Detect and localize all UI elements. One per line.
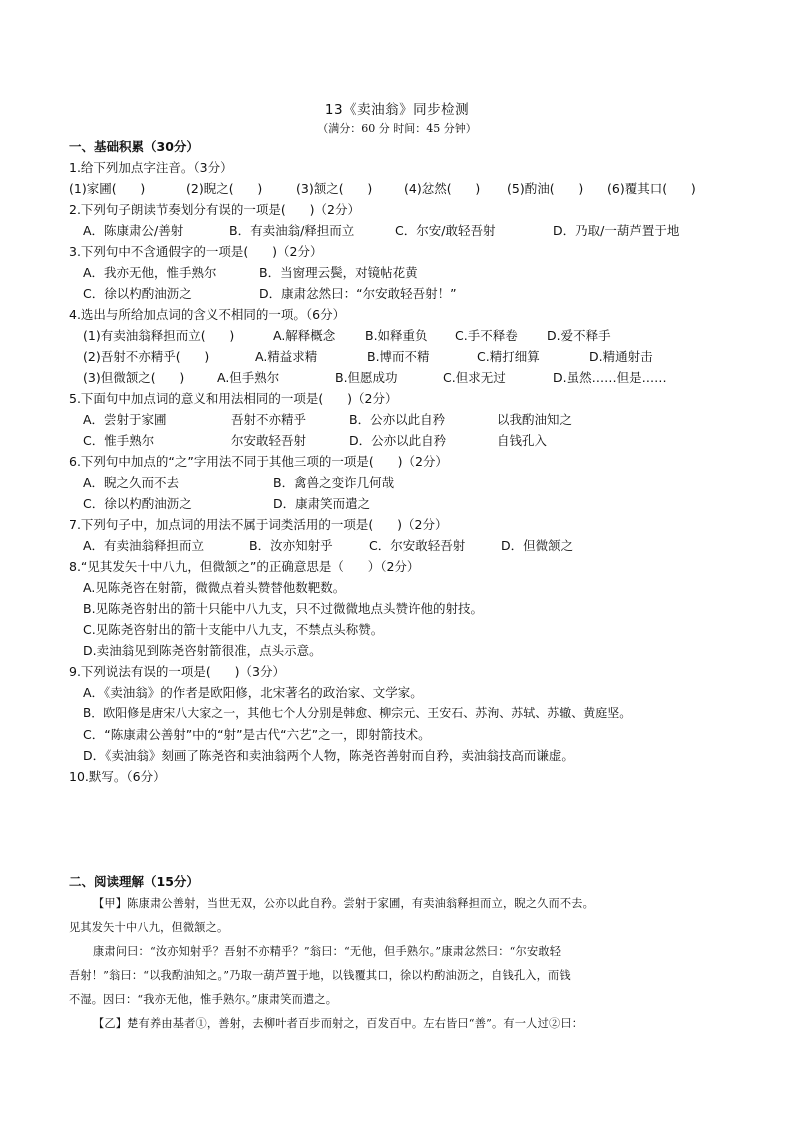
option-a: A.解释概念 [273,328,336,343]
option-b: B．欧阳修是唐宋八大家之一，其他七个人分别是韩愈、柳宗元、王安石、苏洵、苏轼、苏辙、黄庭坚。 [83,706,632,720]
option-a: A.但手熟尔 [217,370,280,385]
passage-line: 【乙】楚有养由基者①，善射，去柳叶者百步而射之，百发百中。左右皆曰“善”。有一人过②曰： [93,1017,584,1030]
option-a: A.精益求精 [255,349,318,364]
option-d: D.卖油翁见到陈尧咨射箭很准，点头示意。 [83,643,322,658]
question-stem: 9.下列说法有误的一项是( )（3分） [69,664,285,679]
section-heading: 二、阅读理解（15分） [69,874,199,889]
section-heading: 一、基础积累（30分） [69,139,199,154]
option-d: D.虽然……但是…… [553,370,667,385]
question-options [69,283,729,304]
sub-question: (1)有卖油翁释担而立( ) [83,328,235,343]
passage-line: 见其发矢十中八九，但微颔之。 [69,921,229,934]
worksheet-content [69,136,729,1036]
question-stem: 3.下列句中不含通假字的一项是( )（2分） [69,244,323,259]
option-d: D．乃取/一葫芦置于地 [553,223,680,238]
question-options [69,535,729,556]
question-options [69,472,729,493]
option-d: D．但微颔之 [501,538,574,553]
passage-line: 【甲】陈康肃公善射，当世无双，公亦以此自矜。尝射于家圃，有卖油翁释担而立，睨之久而不去。 [93,897,595,910]
option: (4)忿然( ) [404,181,481,196]
option-b-pair: 以我酌油知之 [497,412,573,427]
option-b: B．有卖油翁/释担而立 [229,223,355,238]
question-stem: 5.下面句中加点词的意义和用法相同的一项是( )（2分） [69,391,398,406]
page-subtitle: （满分：60 分 时间：45 分钟） [317,122,477,135]
question-stem: 7.下列句子中，加点词的用法不属于词类活用的一项是( )（2分） [69,517,448,532]
option-d: D．康肃笑而遣之 [273,496,371,511]
option-a: A．尝射于家圃 [83,412,167,427]
option-a: A．有卖油翁释担而立 [83,538,205,553]
question-options [69,430,729,451]
option: (5)酌油( ) [507,181,584,196]
option-d: D.爱不释手 [547,328,611,343]
option-a: A．我亦无他，惟手熟尔 [83,265,217,280]
option: (2)睨之( ) [186,181,263,196]
option-c-pair: 尔安敢轻吾射 [231,433,307,448]
option-b: B．当窗理云鬓，对镜帖花黄 [259,265,418,280]
option-a: A．陈康肃公/善射 [83,223,184,238]
question-options [69,178,729,199]
option-b: B.见陈尧咨射出的箭十只能中八九支，只不过微微地点头赞许他的射技。 [83,601,484,616]
question-stem: 1.给下列加点字注音。（3分） [69,160,233,175]
option-c: C．惟手熟尔 [83,433,155,448]
dictation-line-2 [69,808,729,829]
option-b: B．汝亦知射乎 [249,538,333,553]
question-options [69,325,729,346]
option-b: B．公亦以此自矜 [349,412,446,427]
dictation-line-2-cont [69,829,729,850]
page-title: 13《卖油翁》同步检测 [324,102,470,118]
question-stem: 4.选出与所给加点词的含义不相同的一项。（6分） [69,307,346,322]
question-options [69,367,729,388]
option: (1)家圃( ) [69,181,146,196]
sub-question: (3)但微颔之( ) [83,370,185,385]
option-b: B.但愿成功 [335,370,398,385]
dictation-line-3 [69,850,729,871]
option-c: C．尔安敢轻吾射 [369,538,466,553]
option-a-pair: 吾射不亦精乎 [231,412,307,427]
dictation-line-1 [69,787,729,808]
option-d: D．公亦以此自矜 [349,433,447,448]
option-c: C.手不释卷 [455,328,518,343]
option-b: B.博而不精 [367,349,430,364]
option-a: A.见陈尧咨在射箭，微微点着头赞替他数靶数。 [83,580,346,595]
question-options [69,220,729,241]
option-a: A．睨之久而不去 [83,475,180,490]
passage-line: 吾射！”翁曰：“以我酌油知之。”乃取一葫芦置于地，以钱覆其口，徐以杓酌油沥之，自钱孔入，而钱 [69,969,571,982]
question-options [69,409,729,430]
option-c: C．“陈康肃公善射”中的“射”是古代“六艺”之一，即射箭技术。 [83,727,431,742]
passage-line: 康肃问曰：“汝亦知射乎？吾射不亦精乎？”翁曰：“无他，但手熟尔。”康肃忿然曰：“尔安敢轻 [93,945,562,958]
option-d: D．康肃忿然曰：“尔安敢轻吾射！” [259,286,457,301]
question-stem: 8.“见其发矢十中八九，但微颔之”的正确意思是（ ）（2分） [69,559,420,574]
question-options [69,262,729,283]
option: (6)覆其口( ) [607,181,696,196]
option-b: B．禽兽之变诈几何哉 [273,475,395,490]
option-c: C．徐以杓酌油沥之 [83,286,192,301]
option-d: D.精通射击 [589,349,653,364]
option-c: C．徐以杓酌油沥之 [83,496,192,511]
question-options [69,346,729,367]
option-c: C.精打细算 [477,349,540,364]
option: (3)颔之( ) [296,181,373,196]
question-stem: 10.默写。（6分） [69,769,166,784]
option-c: C．尔安/敢轻吾射 [395,223,496,238]
passage-line: 不湿。因曰：“我亦无他，惟手熟尔。”康肃笑而遣之。 [69,993,338,1006]
option-c: C.但求无过 [443,370,506,385]
sub-question: (2)吾射不亦精乎( ) [83,349,210,364]
option-d-pair: 自钱孔入 [497,433,548,448]
option-c: C.见陈尧咨射出的箭十支能中八九支，不禁点头称赞。 [83,622,384,637]
option-d: D．《卖油翁》刻画了陈尧咨和卖油翁两个人物，陈尧咨善射而自矜，卖油翁技高而谦虚。 [83,748,574,763]
question-stem: 2.下列句子朗读节奏划分有误的一项是( )（2分） [69,202,360,217]
question-stem: 6.下列句中加点的“之”字用法不同于其他三项的一项是( )（2分） [69,454,448,469]
option-b: B.如释重负 [365,328,428,343]
option-a: A．《卖油翁》的作者是欧阳修，北宋著名的政治家、文学家。 [83,685,423,700]
question-options [69,493,729,514]
